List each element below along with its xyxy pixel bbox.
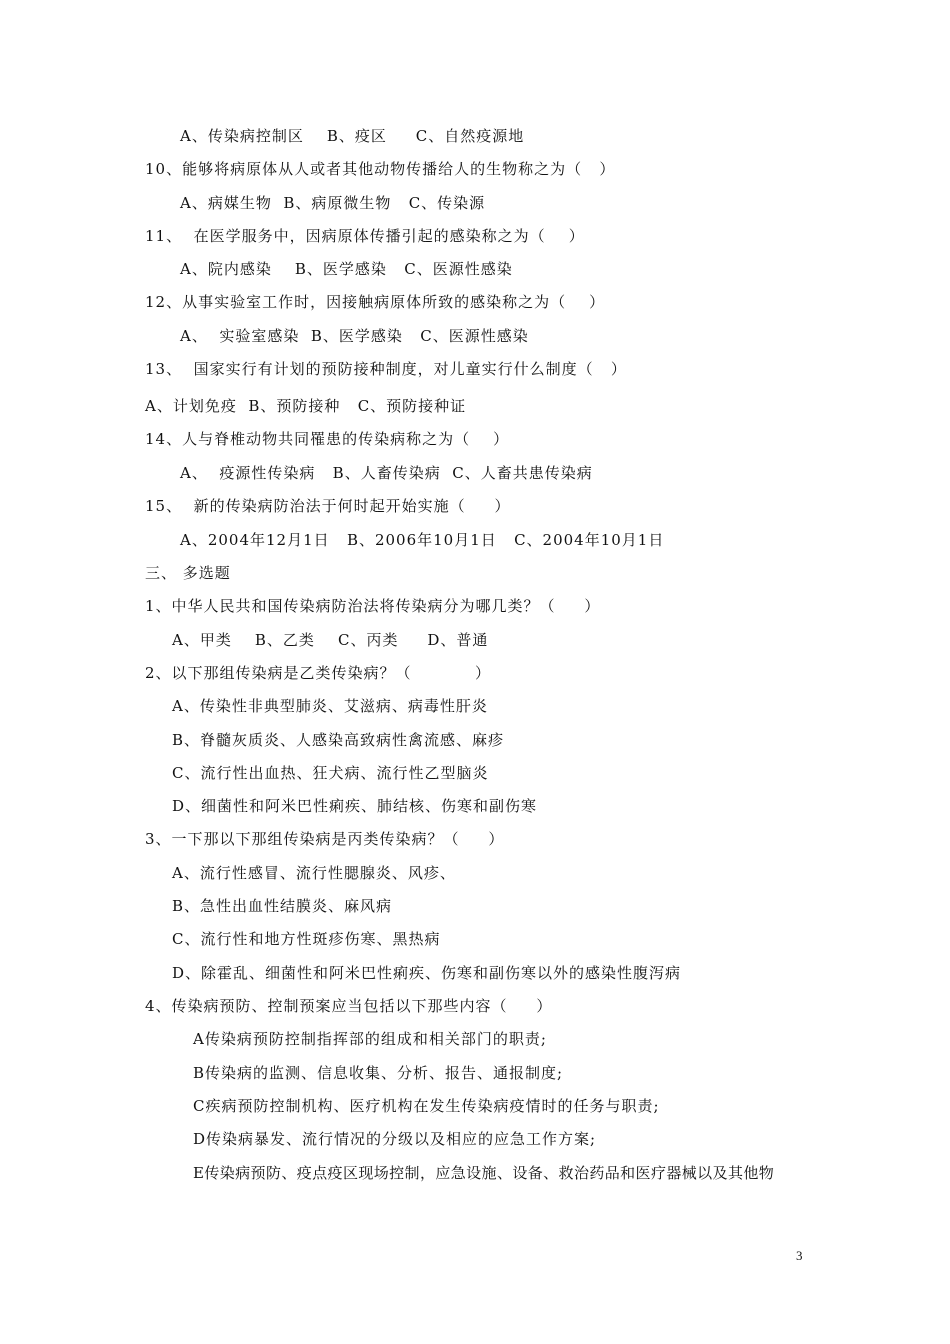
- option-line: A、甲类 B、乙类 C、丙类 D、普通: [172, 631, 489, 649]
- multi-question-1: 1、中华人民共和国传染病防治法将传染病分为哪几类？（ ）: [145, 597, 601, 615]
- multi-question-4: 4、传染病预防、控制预案应当包括以下那些内容（ ）: [145, 997, 553, 1015]
- option-line: C、流行性和地方性斑疹伤寒、黑热病: [172, 930, 441, 948]
- question-15: 15、 新的传染病防治法于何时起开始实施（ ）: [145, 497, 511, 515]
- multi-question-3: 3、一下那以下那组传染病是丙类传染病？（ ）: [145, 830, 505, 848]
- option-line: A、 实验室感染 B、医学感染 C、医源性感染: [180, 327, 529, 345]
- section-heading: 三、 多选题: [145, 564, 231, 582]
- option-line: E传染病预防、疫点疫区现场控制，应急设施、设备、救治药品和医疗器械以及其他物: [193, 1164, 775, 1182]
- option-line: B、急性出血性结膜炎、麻风病: [172, 897, 393, 915]
- option-line: A、计划免疫 B、预防接种 C、预防接种证: [145, 397, 467, 415]
- question-13: 13、 国家实行有计划的预防接种制度，对儿童实行什么制度（ ）: [145, 360, 627, 378]
- option-line: D、细菌性和阿米巴性痢疾、肺结核、伤寒和副伤寒: [172, 797, 538, 815]
- question-11: 11、 在医学服务中，因病原体传播引起的感染称之为（ ）: [145, 227, 585, 245]
- question-14: 14、人与脊椎动物共同罹患的传染病称之为（ ）: [145, 430, 510, 448]
- option-line: A、2004年12月1日 B、2006年10月1日 C、2004年10月1日: [180, 531, 665, 549]
- option-line: C疾病预防控制机构、医疗机构在发生传染病疫情时的任务与职责;: [193, 1097, 660, 1115]
- option-line: A传染病预防控制指挥部的组成和相关部门的职责;: [193, 1030, 547, 1048]
- option-line: A、流行性感冒、流行性腮腺炎、风疹、: [172, 864, 456, 882]
- option-line: B传染病的监测、信息收集、分析、报告、通报制度;: [193, 1064, 564, 1082]
- option-line: B、脊髓灰质炎、人感染高致病性禽流感、麻疹: [172, 731, 505, 749]
- option-line: D、除霍乱、细菌性和阿米巴性痢疾、伤寒和副伤寒以外的感染性腹泻病: [172, 964, 682, 982]
- option-line: A、院内感染 B、医学感染 C、医源性感染: [180, 260, 513, 278]
- option-line: D传染病暴发、流行情况的分级以及相应的应急工作方案;: [193, 1130, 597, 1148]
- option-line: C、流行性出血热、狂犬病、流行性乙型脑炎: [172, 764, 489, 782]
- option-line: A、病媒生物 B、病原微生物 C、传染源: [180, 194, 486, 212]
- option-line: A、 疫源性传染病 B、人畜传染病 C、人畜共患传染病: [180, 464, 593, 482]
- page-number: 3: [796, 1248, 803, 1263]
- option-line: A、传染病控制区 B、疫区 C、自然疫源地: [180, 127, 525, 145]
- multi-question-2: 2、以下那组传染病是乙类传染病？（ ）: [145, 664, 491, 682]
- question-10: 10、能够将病原体从人或者其他动物传播给人的生物称之为（ ）: [145, 160, 616, 178]
- option-line: A、传染性非典型肺炎、艾滋病、病毒性肝炎: [172, 697, 488, 715]
- question-12: 12、从事实验室工作时，因接触病原体所致的感染称之为（ ）: [145, 293, 606, 311]
